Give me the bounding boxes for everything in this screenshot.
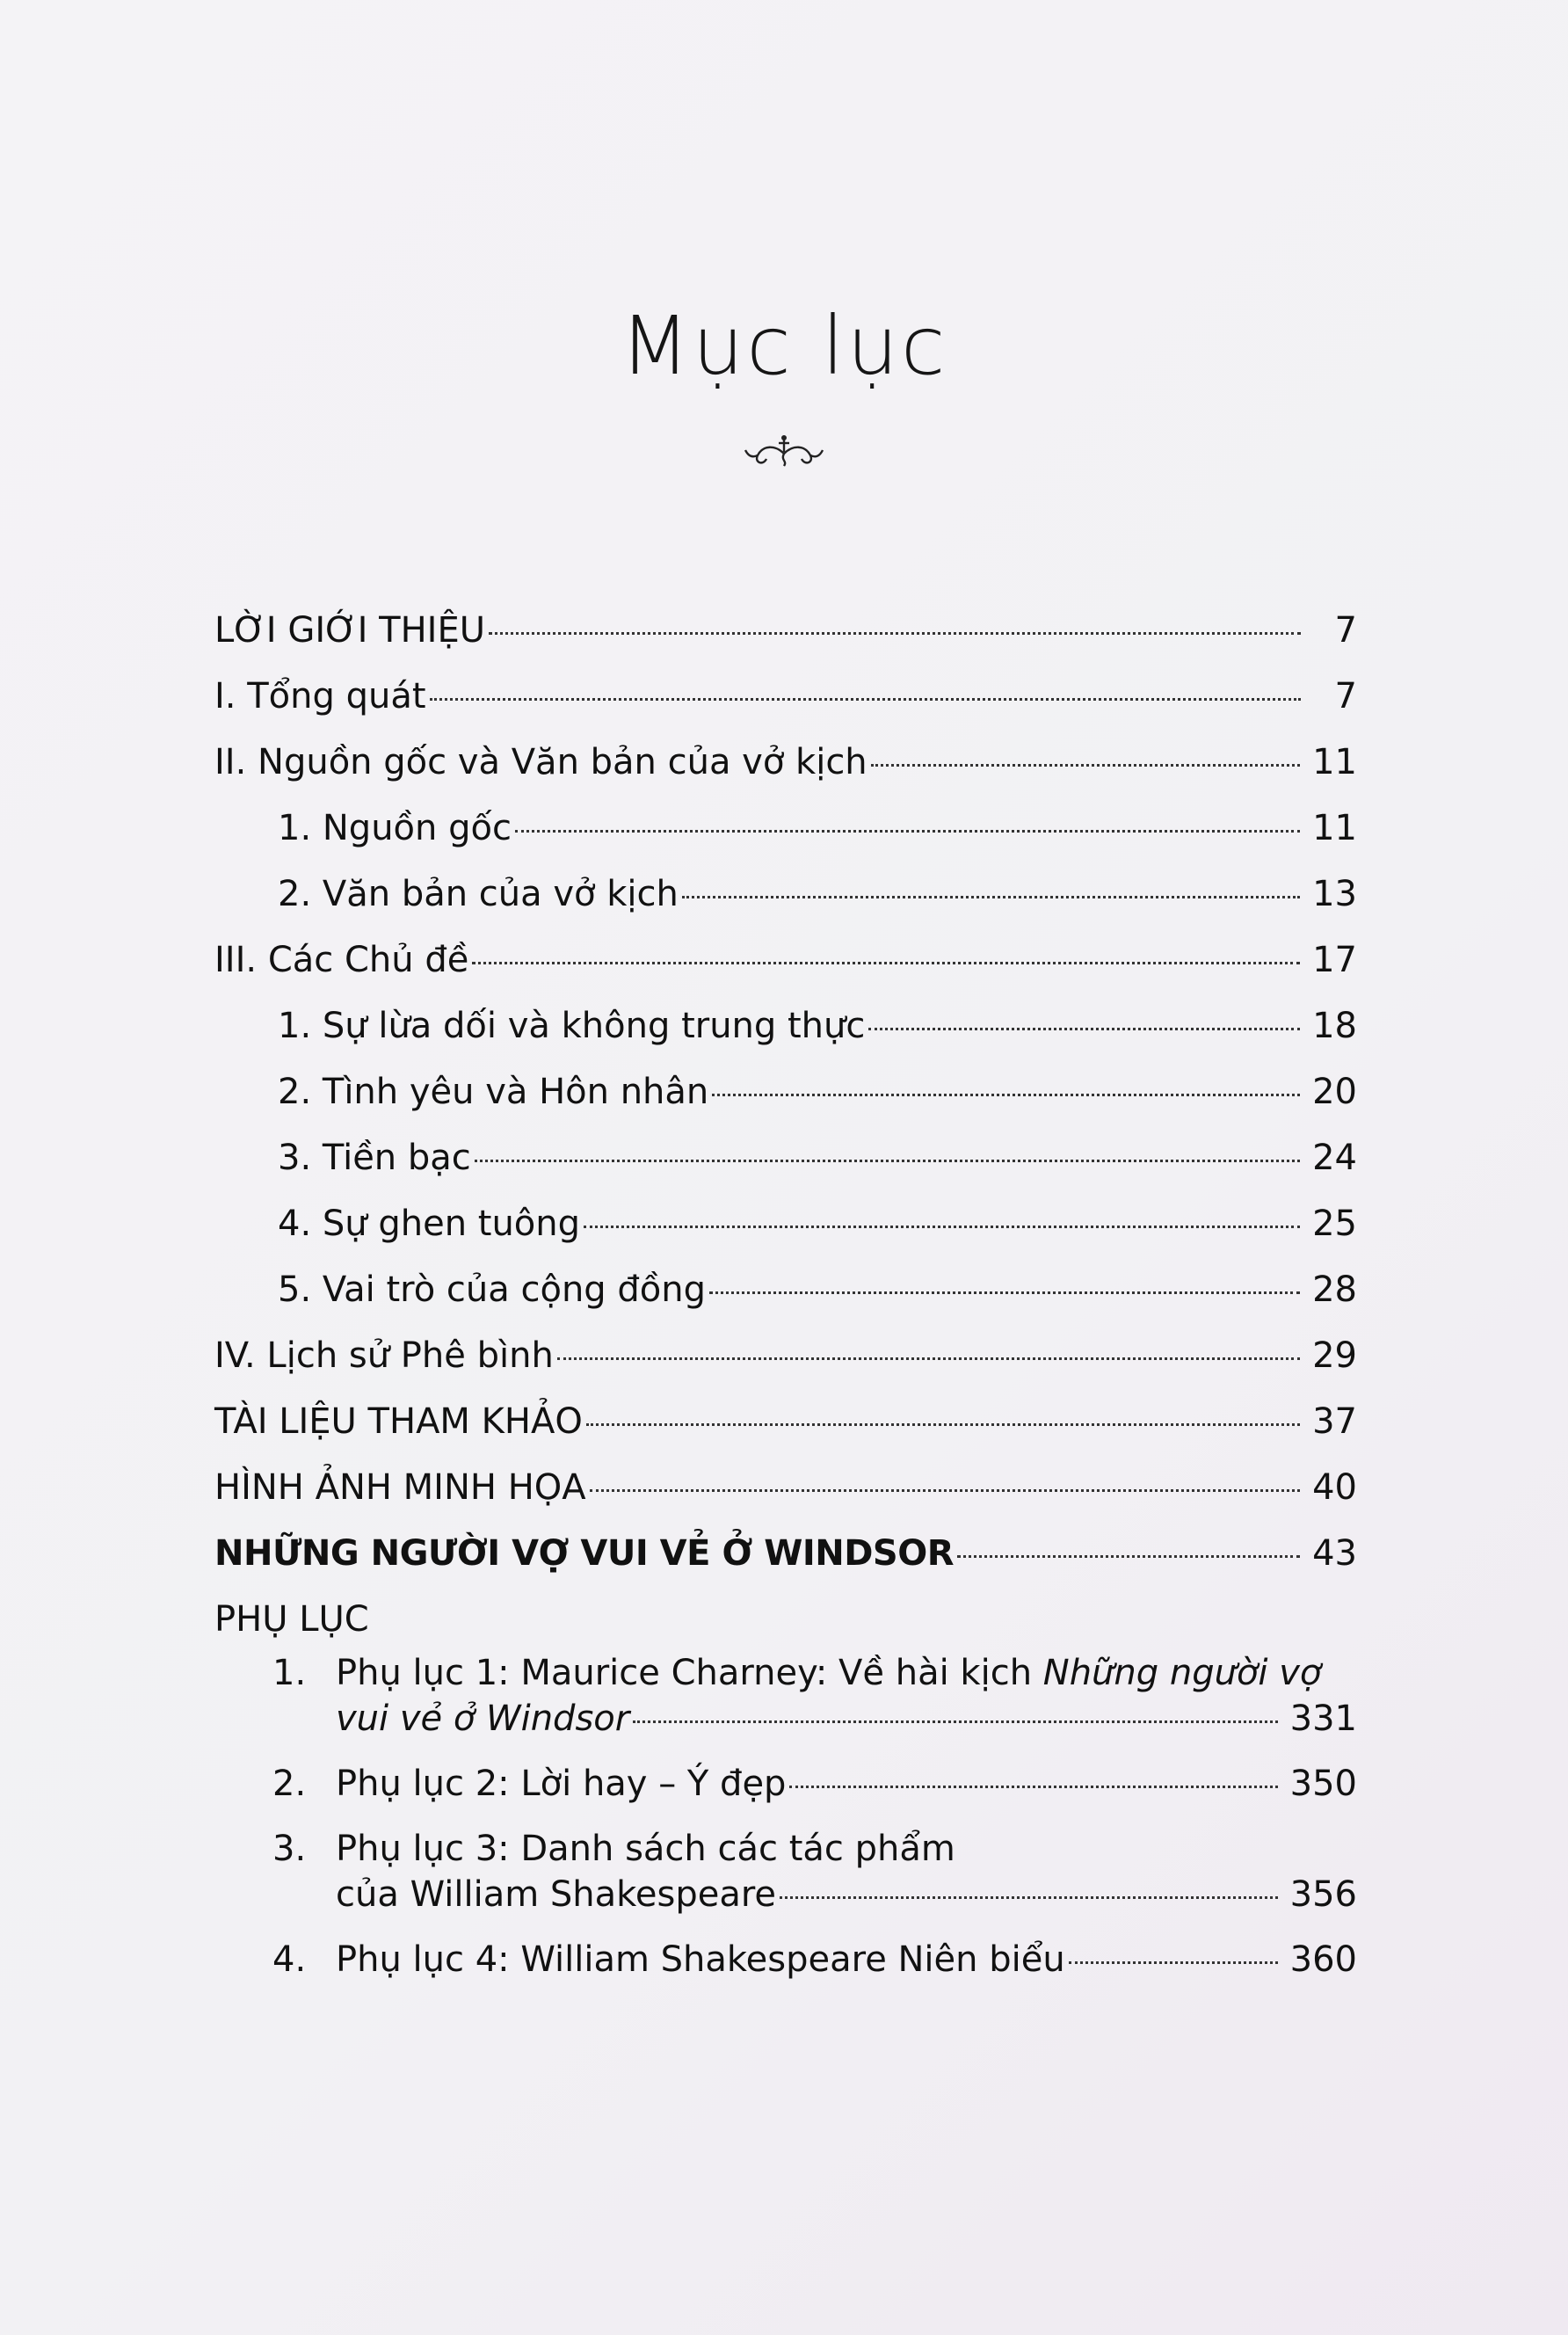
- table-of-contents: [214, 598, 1357, 1982]
- dot-leader: [712, 1094, 1300, 1096]
- dot-leader: [1069, 1961, 1278, 1964]
- toc-entry-label: II. Nguồn gốc và Văn bản của vở kịch: [214, 742, 867, 782]
- appendix-item-text: của William Shakespeare: [336, 1874, 777, 1915]
- appendix-item-text: Phụ lục 4: William Shakespeare Niên biểu: [336, 1939, 1065, 1980]
- appendix-item-number: 2.: [272, 1764, 307, 1804]
- toc-entry-page: 43: [1312, 1533, 1357, 1574]
- toc-entry[interactable]: [214, 1455, 1357, 1521]
- appendix-item-text-italic: Những người vợ: [1042, 1653, 1322, 1693]
- dot-leader: [515, 830, 1300, 833]
- toc-entry-page: 11: [1312, 742, 1357, 782]
- toc-entry-page: 7: [1334, 610, 1357, 651]
- toc-entry-label: 2. Tình yêu và Hôn nhân: [278, 1072, 709, 1112]
- toc-entry-label: 1. Nguồn gốc: [278, 808, 512, 848]
- toc-subentry[interactable]: [214, 1191, 1357, 1257]
- appendix-item[interactable]: [272, 1937, 1357, 1982]
- dot-leader: [957, 1555, 1300, 1558]
- toc-entry-label: LỜI GIỚI THIỆU: [214, 610, 486, 651]
- toc-subentry[interactable]: [214, 796, 1357, 862]
- toc-subentry[interactable]: [214, 1059, 1357, 1125]
- appendix-item-text-prefix: Phụ lục 1: Maurice Charney: Về hài kịch: [336, 1653, 1043, 1693]
- appendix-list: [214, 1650, 1357, 1982]
- appendix-item[interactable]: [272, 1826, 1357, 1917]
- toc-entry-label: TÀI LIỆU THAM KHẢO: [214, 1401, 583, 1442]
- toc-entry-label: 3. Tiền bạc: [278, 1138, 471, 1178]
- toc-entry-label: 5. Vai trò của cộng đồng: [278, 1269, 707, 1310]
- appendix-item-page: 350: [1289, 1764, 1357, 1804]
- dot-leader: [789, 1786, 1277, 1788]
- toc-entry[interactable]: [214, 664, 1357, 730]
- dot-leader: [584, 1226, 1300, 1228]
- toc-entry[interactable]: [214, 927, 1357, 993]
- toc-entry[interactable]: [214, 1323, 1357, 1389]
- toc-entry[interactable]: [214, 598, 1357, 664]
- dot-leader: [682, 896, 1300, 898]
- dot-leader: [472, 962, 1300, 964]
- appendix-item[interactable]: [272, 1650, 1357, 1742]
- dot-leader: [430, 698, 1301, 701]
- toc-subentry[interactable]: [214, 993, 1357, 1059]
- toc-entry-page: 7: [1334, 676, 1357, 717]
- toc-subentry[interactable]: [214, 862, 1357, 927]
- toc-entry-label: III. Các Chủ đề: [214, 940, 469, 980]
- toc-entry-label: HÌNH ẢNH MINH HỌA: [214, 1467, 586, 1508]
- appendix-heading-row: [214, 1587, 1357, 1648]
- toc-entry-label: 2. Văn bản của vở kịch: [278, 874, 679, 914]
- toc-entry-label: 1. Sự lừa dối và không trung thực: [278, 1006, 866, 1046]
- dot-leader: [871, 764, 1300, 767]
- ornament-icon: [740, 433, 828, 471]
- dot-leader: [780, 1896, 1278, 1899]
- dot-leader: [709, 1291, 1300, 1294]
- toc-entry-page: 37: [1312, 1401, 1357, 1442]
- toc-entry-page: 18: [1312, 1006, 1357, 1046]
- appendix-item-page: 331: [1289, 1699, 1357, 1739]
- appendix-item-number: 1.: [272, 1653, 307, 1693]
- toc-entry-label: NHỮNG NGƯỜI VỢ VUI VẺ Ở WINDSOR: [214, 1533, 955, 1574]
- toc-entry-page: 20: [1312, 1072, 1357, 1112]
- dot-leader: [586, 1423, 1300, 1426]
- dot-leader: [557, 1357, 1300, 1360]
- toc-entry-main-play[interactable]: [214, 1521, 1357, 1587]
- toc-entry-page: 24: [1312, 1138, 1357, 1178]
- dot-leader: [633, 1720, 1277, 1723]
- appendix-heading: PHỤ LỤC: [214, 1599, 369, 1640]
- appendix-item-text: Phụ lục 2: Lời hay – Ý đẹp: [336, 1764, 787, 1804]
- toc-entry[interactable]: [214, 1389, 1357, 1455]
- toc-entry-label: 4. Sự ghen tuông: [278, 1204, 581, 1244]
- toc-entry-page: 11: [1312, 808, 1357, 848]
- toc-entry-label: I. Tổng quát: [214, 676, 426, 717]
- appendix-item-text-italic: vui vẻ ở Windsor: [336, 1699, 630, 1739]
- toc-entry-label: IV. Lịch sử Phê bình: [214, 1335, 554, 1376]
- dot-leader: [475, 1160, 1300, 1162]
- toc-entry[interactable]: [214, 730, 1357, 796]
- toc-entry-page: 28: [1312, 1269, 1357, 1310]
- toc-entry-page: 17: [1312, 940, 1357, 980]
- toc-entry-page: 25: [1312, 1204, 1357, 1244]
- appendix-item[interactable]: [272, 1761, 1357, 1807]
- toc-entry-page: 29: [1312, 1335, 1357, 1376]
- appendix-item-page: 356: [1289, 1874, 1357, 1915]
- appendix-item-number: 3.: [272, 1829, 307, 1869]
- toc-entry-page: 13: [1312, 874, 1357, 914]
- appendix-item-text: [336, 1650, 1321, 1696]
- appendix-item-page: 360: [1289, 1939, 1357, 1980]
- toc-entry-page: 40: [1312, 1467, 1357, 1508]
- appendix-item-number: 4.: [272, 1939, 307, 1980]
- toc-subentry[interactable]: [214, 1125, 1357, 1191]
- toc-subentry[interactable]: [214, 1257, 1357, 1323]
- dot-leader: [590, 1489, 1300, 1492]
- page-title: Mục lục: [620, 299, 948, 393]
- appendix-item-text: Phụ lục 3: Danh sách các tác phẩm: [336, 1829, 955, 1869]
- dot-leader: [489, 632, 1301, 635]
- dot-leader: [868, 1028, 1300, 1030]
